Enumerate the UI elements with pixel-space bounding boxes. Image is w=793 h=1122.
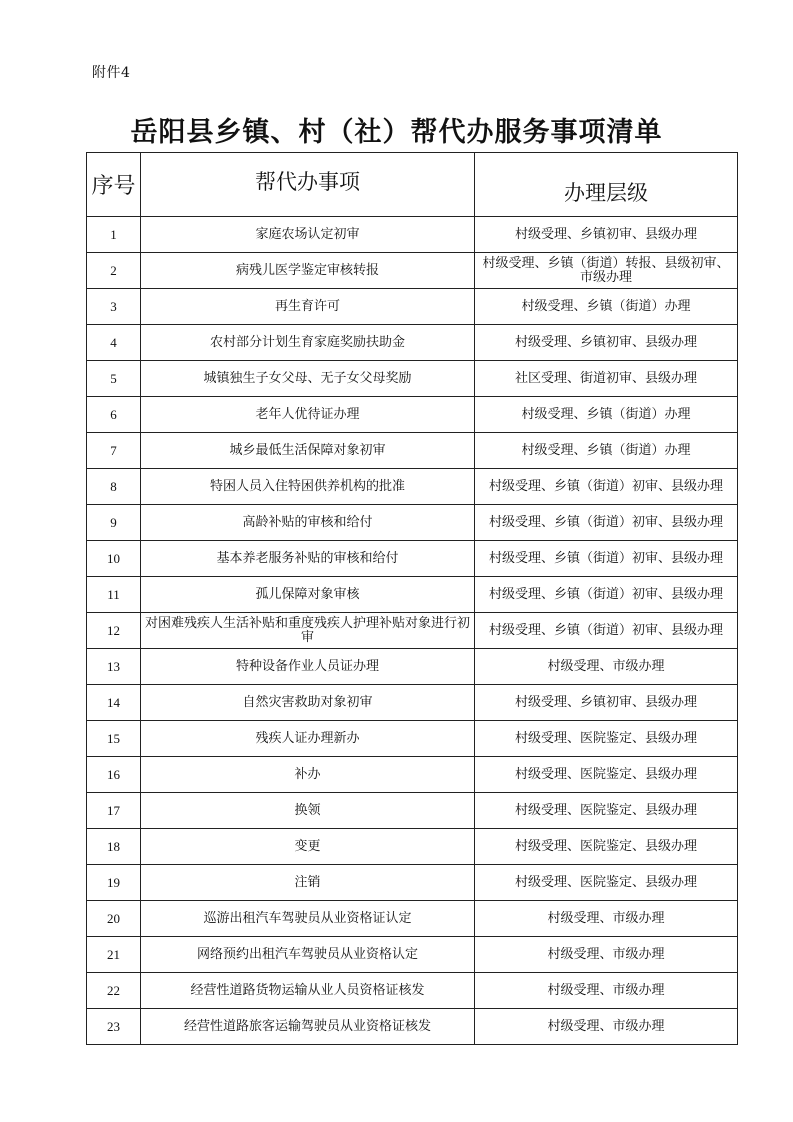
row-handling-level: 村级受理、医院鉴定、县级办理 [475, 865, 738, 901]
row-service-item: 注销 [141, 865, 475, 901]
table-row [87, 901, 738, 937]
table-row [87, 685, 738, 721]
row-serial-number: 17 [87, 793, 141, 829]
row-handling-level: 村级受理、乡镇（街道）办理 [475, 433, 738, 469]
row-service-item: 城乡最低生活保障对象初审 [141, 433, 475, 469]
row-handling-level: 村级受理、乡镇初审、县级办理 [475, 685, 738, 721]
row-service-item: 基本养老服务补贴的审核和给付 [141, 541, 475, 577]
row-handling-level: 村级受理、市级办理 [475, 973, 738, 1009]
row-handling-level: 村级受理、市级办理 [475, 1009, 738, 1045]
row-serial-number: 6 [87, 397, 141, 433]
row-serial-number: 5 [87, 361, 141, 397]
row-service-item: 网络预约出租汽车驾驶员从业资格认定 [141, 937, 475, 973]
row-handling-level: 村级受理、乡镇（街道）转报、县级初审、市级办理 [475, 253, 738, 289]
row-service-item: 经营性道路货物运输从业人员资格证核发 [141, 973, 475, 1009]
table-row [87, 289, 738, 325]
table-row [87, 577, 738, 613]
table-row [87, 793, 738, 829]
row-serial-number: 9 [87, 505, 141, 541]
row-serial-number: 4 [87, 325, 141, 361]
table-row [87, 433, 738, 469]
row-serial-number: 1 [87, 217, 141, 253]
row-handling-level: 村级受理、乡镇（街道）办理 [475, 289, 738, 325]
row-handling-level: 村级受理、乡镇（街道）初审、县级办理 [475, 469, 738, 505]
table-row [87, 361, 738, 397]
table-row [87, 397, 738, 433]
row-handling-level: 村级受理、医院鉴定、县级办理 [475, 757, 738, 793]
row-service-item: 老年人优待证办理 [141, 397, 475, 433]
header-serial-number: 序号 [87, 153, 141, 217]
row-service-item: 特种设备作业人员证办理 [141, 649, 475, 685]
table-row [87, 829, 738, 865]
row-serial-number: 11 [87, 577, 141, 613]
row-handling-level: 村级受理、乡镇（街道）初审、县级办理 [475, 541, 738, 577]
row-service-item: 换领 [141, 793, 475, 829]
row-service-item: 城镇独生子女父母、无子女父母奖励 [141, 361, 475, 397]
row-handling-level: 村级受理、医院鉴定、县级办理 [475, 829, 738, 865]
row-handling-level: 村级受理、乡镇（街道）初审、县级办理 [475, 577, 738, 613]
row-handling-level: 社区受理、街道初审、县级办理 [475, 361, 738, 397]
table-row [87, 613, 738, 649]
table-row [87, 865, 738, 901]
row-service-item: 特困人员入住特困供养机构的批准 [141, 469, 475, 505]
row-service-item: 对困难残疾人生活补贴和重度残疾人护理补贴对象进行初审 [141, 613, 475, 649]
row-service-item: 病残儿医学鉴定审核转报 [141, 253, 475, 289]
row-service-item: 孤儿保障对象审核 [141, 577, 475, 613]
table-row [87, 253, 738, 289]
row-handling-level: 村级受理、乡镇初审、县级办理 [475, 217, 738, 253]
table-row [87, 325, 738, 361]
row-handling-level: 村级受理、乡镇初审、县级办理 [475, 325, 738, 361]
row-handling-level: 村级受理、乡镇（街道）初审、县级办理 [475, 505, 738, 541]
row-serial-number: 7 [87, 433, 141, 469]
row-service-item: 巡游出租汽车驾驶员从业资格证认定 [141, 901, 475, 937]
row-serial-number: 14 [87, 685, 141, 721]
row-serial-number: 13 [87, 649, 141, 685]
header-handling-level: 办理层级 [475, 153, 738, 217]
table-row [87, 469, 738, 505]
table-row [87, 937, 738, 973]
row-service-item: 变更 [141, 829, 475, 865]
table-row [87, 757, 738, 793]
table-row [87, 721, 738, 757]
service-items-table [86, 152, 738, 1045]
row-service-item: 经营性道路旅客运输驾驶员从业资格证核发 [141, 1009, 475, 1045]
table-row [87, 973, 738, 1009]
table-row [87, 649, 738, 685]
row-serial-number: 23 [87, 1009, 141, 1045]
row-service-item: 残疾人证办理新办 [141, 721, 475, 757]
table-header-row [87, 153, 738, 217]
row-handling-level: 村级受理、市级办理 [475, 937, 738, 973]
attachment-label: 附件4 [92, 65, 131, 81]
row-serial-number: 18 [87, 829, 141, 865]
row-handling-level: 村级受理、市级办理 [475, 901, 738, 937]
row-serial-number: 19 [87, 865, 141, 901]
row-serial-number: 20 [87, 901, 141, 937]
header-service-item: 帮代办事项 [141, 153, 475, 217]
table-row [87, 217, 738, 253]
table-row [87, 1009, 738, 1045]
row-service-item: 再生育许可 [141, 289, 475, 325]
row-serial-number: 3 [87, 289, 141, 325]
row-service-item: 农村部分计划生育家庭奖励扶助金 [141, 325, 475, 361]
row-handling-level: 村级受理、乡镇（街道）办理 [475, 397, 738, 433]
row-handling-level: 村级受理、乡镇（街道）初审、县级办理 [475, 613, 738, 649]
document-title: 岳阳县乡镇、村（社）帮代办服务事项清单 [130, 117, 663, 148]
table-row [87, 541, 738, 577]
row-service-item: 家庭农场认定初审 [141, 217, 475, 253]
row-serial-number: 8 [87, 469, 141, 505]
row-service-item: 自然灾害救助对象初审 [141, 685, 475, 721]
row-serial-number: 10 [87, 541, 141, 577]
table-row [87, 505, 738, 541]
row-serial-number: 21 [87, 937, 141, 973]
row-service-item: 补办 [141, 757, 475, 793]
row-serial-number: 15 [87, 721, 141, 757]
row-serial-number: 2 [87, 253, 141, 289]
row-handling-level: 村级受理、市级办理 [475, 649, 738, 685]
row-service-item: 高龄补贴的审核和给付 [141, 505, 475, 541]
row-handling-level: 村级受理、医院鉴定、县级办理 [475, 721, 738, 757]
row-handling-level: 村级受理、医院鉴定、县级办理 [475, 793, 738, 829]
row-serial-number: 12 [87, 613, 141, 649]
row-serial-number: 16 [87, 757, 141, 793]
row-serial-number: 22 [87, 973, 141, 1009]
